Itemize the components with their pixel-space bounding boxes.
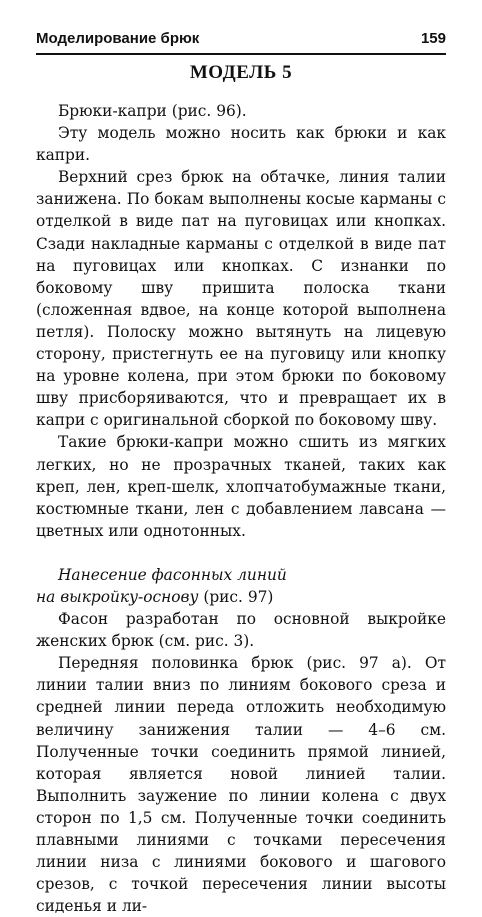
paragraph-fabrics: Такие брюки-капри можно сшить из мягких легких, но не прозрачных тканей, таких как креп, лен, креп-шелк, хлопчатобумажные ткани, костюмные ткани, лен с добавлением лавсана — цветных или однотонных.: [36, 433, 446, 540]
paragraph-intro: Эту модель можно носить как брюки и как капри.: [36, 124, 446, 165]
running-head: [36, 30, 446, 54]
paragraph-basis: Фасон разработан по основной выкройке женских брюк (см. рис. 3).: [36, 610, 446, 651]
subheading-line2: на выкройку-основу: [36, 587, 199, 606]
section-gap: [36, 542, 446, 564]
subheading: [36, 564, 446, 608]
paragraph-front-half: Передняя половинка брюк (рис. 97 а). От линии талии вниз по линиям бокового среза и средней линии переда отложить необходимую величину занижения талии — 4–6 см. Полученные точки соединить прямой линией, которая является новой линией талии. Выполнить заужение по линии колена с двух сторон по 1,5 см. Полученные точки соединить плавными линиями с точками пересечения линии низа с линиями бокового и шагового срезов, с точкой пересечения линии высоты сиденья и ли-: [36, 654, 446, 916]
header-rule: [36, 53, 446, 55]
page-number: 159: [420, 30, 446, 47]
subheading-figure-ref: (рис. 97): [198, 587, 274, 606]
paragraph-description: Верхний срез брюк на обтачке, линия талии занижена. По бокам выполнены косые карманы с отделкой в виде пат на пуговицах или кнопках. Сзади накладные карманы с отделкой в виде пат на пуговицах или кнопках. С изнанки по боковому шву пришита полоска ткани (сложенная вдвое, на конце которой выполнена петля). Полоску можно вытянуть на лицевую сторону, пристегнуть ее на пуговицу или кнопку на уровне колена, при этом брюки по боковому шву присборяиваются, что и превращает их в капри с оригинальной сборкой по боковому шву.: [36, 168, 446, 430]
body-text: [36, 100, 446, 917]
chapter-title: Моделирование брюк: [36, 30, 200, 47]
paragraph-caption: Брюки-капри (рис. 96).: [58, 102, 247, 120]
subheading-line1: Нанесение фасонных линий: [58, 565, 287, 584]
section-title: МОДЕЛЬ 5: [189, 62, 293, 83]
